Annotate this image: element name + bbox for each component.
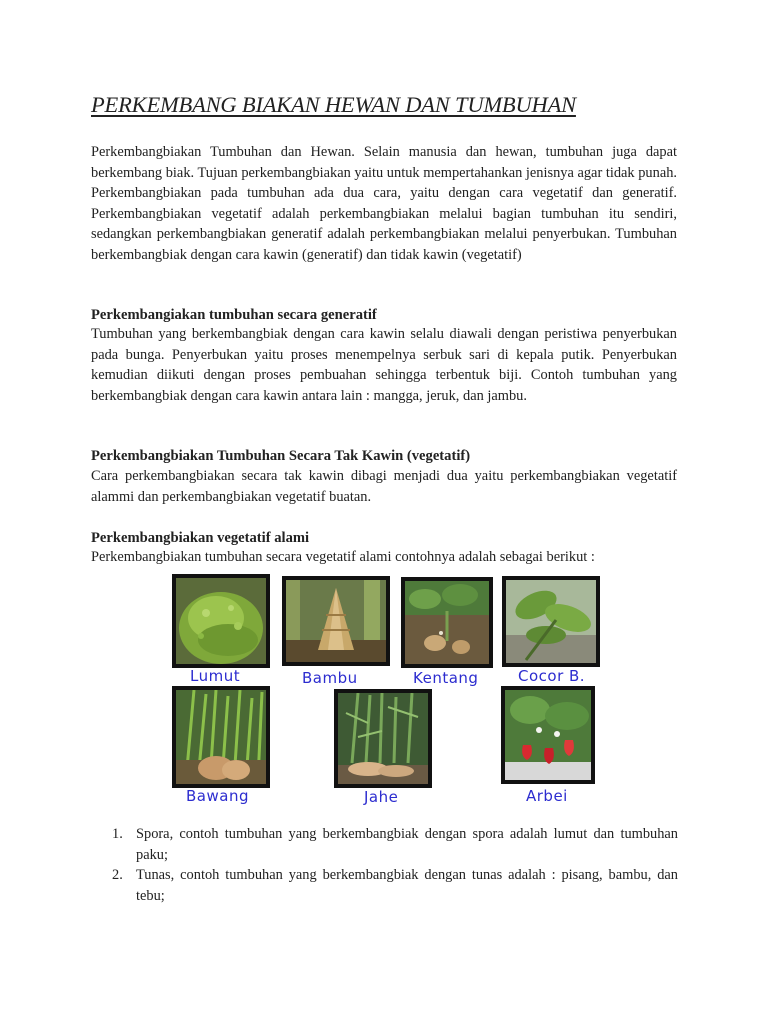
bambu-image bbox=[282, 576, 390, 666]
plant-label-kentang: Kentang bbox=[413, 669, 479, 687]
list-item-number: 2. bbox=[112, 867, 123, 884]
lumut-image bbox=[172, 574, 270, 668]
section-text-vegetatif-alami: Perkembangbiakan tumbuhan secara vegetatif alami contohnya adalah sebagai berikut : bbox=[91, 549, 595, 565]
jahe-image bbox=[334, 689, 432, 788]
plant-label-jahe: Jahe bbox=[364, 788, 399, 806]
section-text-vegetatif: Cara perkembangbiakan secara tak kawin dibagi menjadi dua yaitu perkembangbiakan vegetatif alammi dan perkembangbiakan vegetatif buatan. bbox=[91, 468, 677, 505]
section-heading-vegetatif-alami: Perkembangbiakan vegetatif alami bbox=[91, 530, 310, 546]
arbei-image bbox=[501, 686, 595, 784]
plant-label-bambu: Bambu bbox=[302, 669, 358, 687]
bawang-image bbox=[172, 686, 270, 788]
plant-label-arbei: Arbei bbox=[526, 787, 568, 805]
section-text-generatif: Tumbuhan yang berkembangbiak dengan cara kawin selalu diawali dengan peristiwa penyerbukan pada bunga. Penyerbukan yaitu proses menempelnya serbuk sari di kepala putik. Penyerbukan kemudian diikuti dengan proses pembuahan sehingga terbentuk biji. Contoh tumbuhan yang berkembangbiak dengan cara kawin antara lain : mangga, jeruk, dan jambu. bbox=[91, 326, 677, 404]
section-heading-vegetatif: Perkembangbiakan Tumbuhan Secara Tak Kawin (vegetatif) bbox=[91, 448, 471, 464]
cocor-bebek-image bbox=[502, 576, 600, 667]
list-item-number: 1. bbox=[112, 826, 123, 842]
list-item-text: Tunas, contoh tumbuhan yang berkembangbiak dengan tunas adalah : pisang, bambu, dan tebu; bbox=[136, 867, 678, 904]
list-item bbox=[112, 824, 678, 865]
plant-label-cocor-bebek: Cocor B. bbox=[518, 667, 586, 685]
plant-label-bawang: Bawang bbox=[186, 787, 249, 805]
list-item-text: Spora, contoh tumbuhan yang berkembangbiak dengan spora adalah lumut dan tumbuhan paku; bbox=[136, 826, 678, 863]
plant-label-lumut: Lumut bbox=[190, 667, 241, 685]
list-item bbox=[112, 865, 678, 906]
page-title: PERKEMBANG BIAKAN HEWAN DAN TUMBUHAN bbox=[91, 92, 576, 117]
section-heading-generatif: Perkembangiakan tumbuhan secara generatif bbox=[91, 307, 377, 323]
kentang-image bbox=[401, 577, 493, 668]
numbered-list bbox=[112, 824, 678, 906]
intro-paragraph: Perkembangbiakan Tumbuhan dan Hewan. Selain manusia dan hewan, tumbuhan juga dapat berkembang biak. Tujuan perkembangbiakan yaitu untuk mempertahankan jenisnya agar tidak punah. Perkembangbiakan pada tumbuhan ada dua cara, yaitu dengan cara vegetatif dan generatif. Perkembangbiakan vegetatif adalah perkembangbiakan melalui bagian tumbuhan itu sendiri, sedangkan perkembangbiakan generatif adalah perkembangbiakan melalui penyerbukan. Tumbuhan berkembangbiak dengan cara kawin (generatif) dan tidak kawin (vegetatif) bbox=[91, 144, 677, 263]
